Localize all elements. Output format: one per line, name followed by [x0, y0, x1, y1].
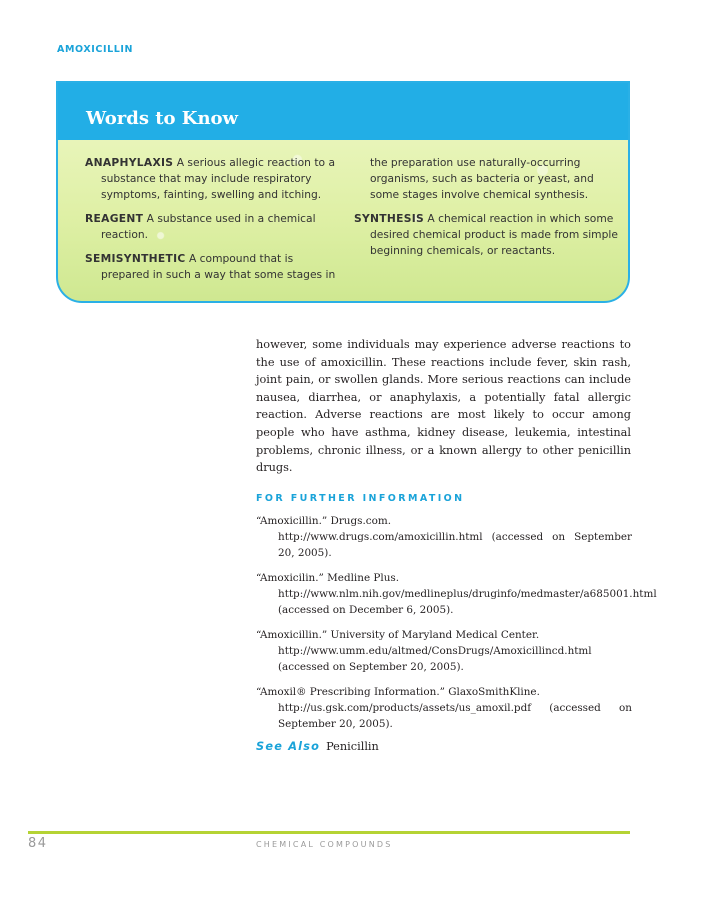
glossary-definition: A substance used in a chemical reaction. [101, 212, 316, 241]
reference-title: “Amoxil® Prescribing Information.” GlaxoSmithKline. [256, 686, 540, 698]
see-also [256, 740, 379, 753]
reference-title: “Amoxicilin.” Medline Plus. [256, 572, 400, 584]
glossary-continuation: the preparation use naturally-occurring organisms, such as bacteria or yeast, and some stages involve chemical synthesis. [370, 156, 594, 201]
see-also-label: See Also [256, 740, 321, 753]
glossary-definition: A chemical reaction in which some desired chemical product is made from simple beginning chemicals, or reactants. [370, 212, 618, 257]
reference-item [256, 684, 632, 732]
glossary-entry [354, 211, 622, 259]
words-to-know-title: Words to Know [86, 108, 239, 129]
further-information-heading: FOR FURTHER INFORMATION [256, 493, 465, 504]
reference-detail: http://www.umm.edu/altmed/ConsDrugs/Amoxicillincd.html (accessed on September 20, 2005). [278, 645, 592, 673]
reference-item [256, 513, 632, 561]
reference-item [256, 627, 632, 675]
footer-rule [28, 831, 630, 834]
reference-detail: http://www.nlm.nih.gov/medlineplus/druginfo/medmaster/a685001.html (accessed on December 6, 2005). [278, 588, 657, 616]
glossary-entry [85, 211, 343, 243]
reference-title: “Amoxicillin.” University of Maryland Medical Center. [256, 629, 540, 641]
words-to-know-right-column [354, 155, 622, 267]
glossary-term: REAGENT [85, 212, 144, 225]
glossary-term: ANAPHYLAXIS [85, 156, 174, 169]
reference-item [256, 570, 657, 618]
glossary-entry [85, 155, 343, 203]
page-number: 84 [28, 836, 48, 851]
see-also-link[interactable]: Penicillin [326, 740, 379, 753]
glossary-entry [85, 251, 343, 283]
glossary-definition: A serious allegic reaction to a substance that may include respiratory symptoms, fainting, swelling and itching. [101, 156, 336, 201]
body-paragraph: however, some individuals may experience adverse reactions to the use of amoxicillin. These reactions include fever, skin rash, joint pain, or swollen glands. More serious reactions can include nausea, diarrhea, or anaphylaxis, a potentially fatal allergic reaction. Adverse reactions are most likely to occur among people who have asthma, kidney disease, leukemia, intestinal problems, chronic illness, or a known allergy to other penicillin drugs. [256, 338, 631, 475]
glossary-term: SEMISYNTHETIC [85, 252, 186, 265]
words-to-know-box [56, 81, 630, 303]
glossary-term: SYNTHESIS [354, 212, 424, 225]
words-to-know-left-column [85, 155, 343, 291]
running-head: AMOXICILLIN [57, 44, 134, 55]
reference-detail: http://us.gsk.com/products/assets/us_amoxil.pdf (accessed on September 20, 2005). [278, 702, 632, 730]
reference-list [256, 513, 657, 741]
reference-detail: http://www.drugs.com/amoxicillin.html (accessed on September 20, 2005). [278, 531, 632, 559]
reference-title: “Amoxicillin.” Drugs.com. [256, 515, 391, 527]
footer-book-title: CHEMICAL COMPOUNDS [256, 840, 393, 849]
glossary-definition: A compound that is prepared in such a way that some stages in [101, 252, 336, 281]
